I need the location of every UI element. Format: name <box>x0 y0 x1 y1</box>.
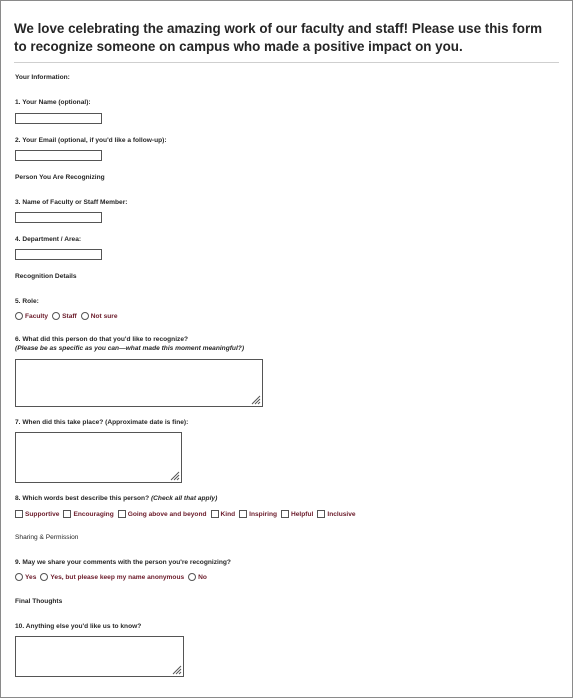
question-3-label: 3. Name of Faculty or Staff Member: <box>15 199 128 206</box>
share-option-yes[interactable] <box>15 573 36 581</box>
question-6-label: 6. What did this person do that you'd like to recognize? <box>15 336 189 343</box>
role-option-staff[interactable] <box>52 312 77 320</box>
word-option-label: Encouraging <box>73 510 114 518</box>
word-option-going-above[interactable] <box>118 510 207 518</box>
word-option-supportive[interactable] <box>15 510 59 518</box>
question-8-text: 8. Which words best describe this person? <box>15 495 150 502</box>
word-option-label: Kind <box>220 510 236 518</box>
role-option-label: Faculty <box>25 312 49 320</box>
radio-button[interactable] <box>52 312 60 320</box>
checkbox[interactable] <box>317 510 325 518</box>
question-4-label: 4. Department / Area: <box>15 236 82 243</box>
question-6-hint: (Please be as specific as you can—what made this moment meaningful?) <box>15 345 245 352</box>
question-8-hint: (Check all that apply) <box>150 495 218 502</box>
department-input[interactable] <box>15 249 102 260</box>
additional-comments-textarea[interactable] <box>15 636 184 677</box>
share-option-label: Yes <box>25 573 37 581</box>
your-email-input[interactable] <box>15 150 102 161</box>
role-options <box>15 312 122 320</box>
form-headline: We love celebrating the amazing work of our faculty and staff! Please use this form to recognize someone on campus who made a positive impact on you. <box>14 21 543 54</box>
checkbox[interactable] <box>239 510 247 518</box>
radio-button[interactable] <box>81 312 89 320</box>
word-option-label: Inclusive <box>327 510 356 518</box>
word-option-kind[interactable] <box>211 510 236 518</box>
word-option-label: Inspiring <box>249 510 277 518</box>
section-your-information: Your Information: <box>15 74 70 81</box>
checkbox[interactable] <box>211 510 219 518</box>
role-option-label: Staff <box>62 312 77 320</box>
checkbox[interactable] <box>118 510 126 518</box>
resize-grip-icon[interactable] <box>170 663 182 675</box>
word-option-label: Going above and beyond <box>127 510 207 518</box>
recognition-description-textarea[interactable] <box>15 359 263 407</box>
question-1-label: 1. Your Name (optional): <box>15 99 91 106</box>
radio-button[interactable] <box>15 573 23 581</box>
section-recognition-details: Recognition Details <box>15 273 77 280</box>
role-option-faculty[interactable] <box>15 312 48 320</box>
checkbox[interactable] <box>15 510 23 518</box>
faculty-staff-name-input[interactable] <box>15 212 102 223</box>
resize-grip-icon[interactable] <box>168 469 180 481</box>
header-divider <box>14 62 559 63</box>
word-option-inclusive[interactable] <box>317 510 355 518</box>
word-option-encouraging[interactable] <box>63 510 113 518</box>
checkbox[interactable] <box>63 510 71 518</box>
descriptor-options <box>15 510 360 518</box>
radio-button[interactable] <box>188 573 196 581</box>
share-options <box>15 573 211 581</box>
date-textarea[interactable] <box>15 432 182 483</box>
question-10-label: 10. Anything else you'd like us to know? <box>15 623 142 630</box>
word-option-helpful[interactable] <box>281 510 313 518</box>
your-name-input[interactable] <box>15 113 102 124</box>
role-option-label: Not sure <box>90 312 118 320</box>
share-option-label: No <box>198 573 207 581</box>
question-2-label: 2. Your Email (optional, if you'd like a follow-up): <box>15 137 167 144</box>
radio-button[interactable] <box>40 573 48 581</box>
section-final-thoughts: Final Thoughts <box>15 598 63 605</box>
checkbox[interactable] <box>281 510 289 518</box>
word-option-label: Supportive <box>25 510 60 518</box>
question-9-label: 9. May we share your comments with the person you're recognizing? <box>15 559 231 566</box>
section-sharing-permission: Sharing & Permission <box>15 534 79 541</box>
question-5-label: 5. Role: <box>15 298 39 305</box>
word-option-label: Helpful <box>291 510 314 518</box>
question-8-label <box>15 495 217 502</box>
word-option-inspiring[interactable] <box>239 510 277 518</box>
question-7-label: 7. When did this take place? (Approximate date is fine): <box>15 419 189 426</box>
share-option-no[interactable] <box>188 573 207 581</box>
resize-grip-icon[interactable] <box>249 393 261 405</box>
role-option-not-sure[interactable] <box>81 312 118 320</box>
share-option-anonymous[interactable] <box>40 573 184 581</box>
section-person-recognizing: Person You Are Recognizing <box>15 174 105 181</box>
radio-button[interactable] <box>15 312 23 320</box>
share-option-label: Yes, but please keep my name anonymous <box>50 573 185 581</box>
